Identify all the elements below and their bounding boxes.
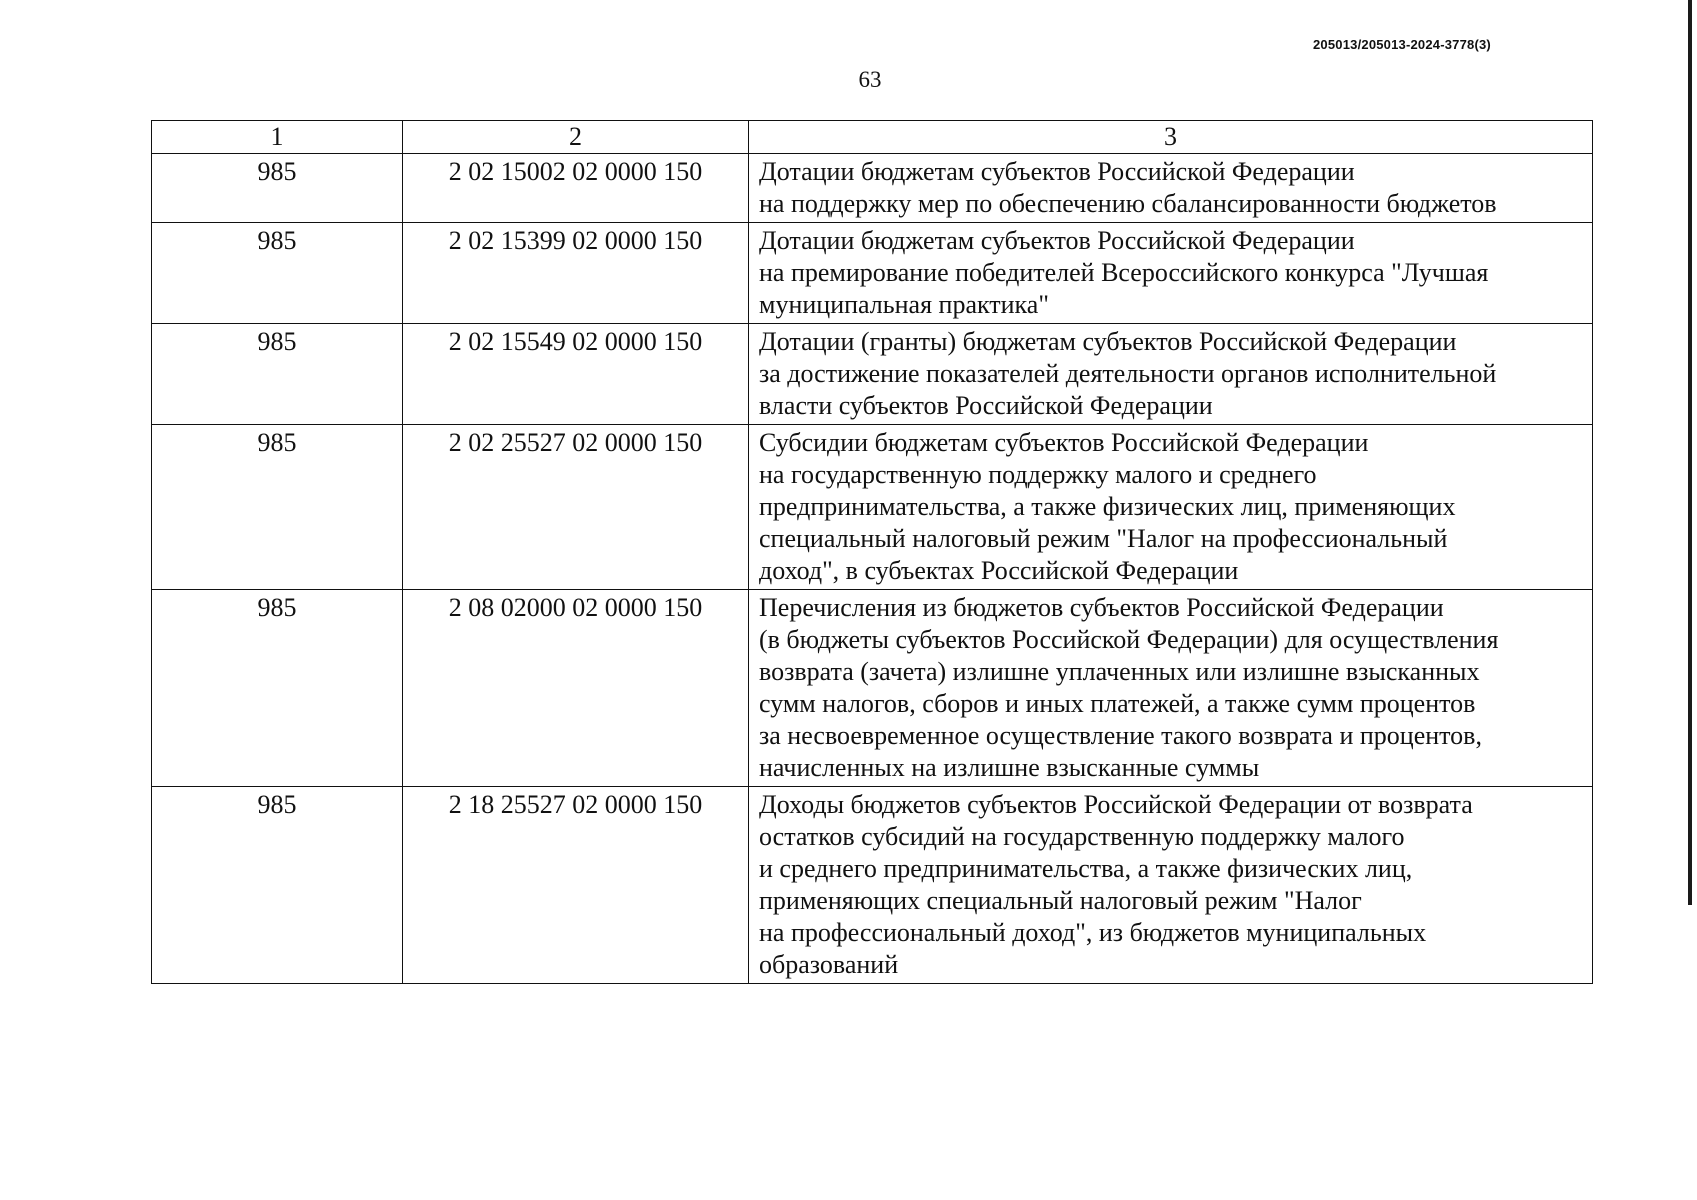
column-header-3: 3 <box>749 121 1593 154</box>
table-row <box>152 425 1593 590</box>
revenue-code-cell: 2 08 02000 02 0000 150 <box>403 590 749 787</box>
chapter-code-cell: 985 <box>152 590 403 787</box>
revenue-name-line: специальный налоговый режим "Налог на профессиональный <box>759 524 1448 553</box>
column-header-2: 2 <box>403 121 749 154</box>
revenue-name-line: власти субъектов Российской Федерации <box>759 391 1213 420</box>
revenue-name-line: начисленных на излишне взысканные суммы <box>759 753 1260 782</box>
revenue-name-line: Доходы бюджетов субъектов Российской Федерации от возврата <box>759 790 1473 819</box>
revenue-name-cell <box>749 787 1593 984</box>
chapter-code-cell: 985 <box>152 425 403 590</box>
chapter-code-cell: 985 <box>152 154 403 223</box>
revenue-name-line: (в бюджеты субъектов Российской Федерации) для осуществления <box>759 625 1499 654</box>
revenue-name-line: применяющих специальный налоговый режим "Налог <box>759 886 1362 915</box>
revenue-name-line: на профессиональный доход", из бюджетов муниципальных <box>759 918 1427 947</box>
table-row <box>152 590 1593 787</box>
revenue-code-cell: 2 02 15549 02 0000 150 <box>403 324 749 425</box>
revenue-name-line: Перечисления из бюджетов субъектов Российской Федерации <box>759 593 1444 622</box>
revenue-name-cell <box>749 425 1593 590</box>
page-edge-shadow <box>1688 0 1692 905</box>
revenue-name-cell <box>749 324 1593 425</box>
revenue-code-cell: 2 18 25527 02 0000 150 <box>403 787 749 984</box>
table-header-row <box>152 121 1593 154</box>
revenue-name-line: доход", в субъектах Российской Федерации <box>759 556 1239 585</box>
revenue-code-cell: 2 02 25527 02 0000 150 <box>403 425 749 590</box>
table-row <box>152 787 1593 984</box>
page-number: 63 <box>858 67 882 92</box>
table-row <box>152 154 1593 223</box>
revenue-name-line: Дотации (гранты) бюджетам субъектов Российской Федерации <box>759 327 1457 356</box>
budget-codes-table <box>151 120 1593 984</box>
revenue-name-line: Дотации бюджетам субъектов Российской Федерации <box>759 157 1355 186</box>
table-row <box>152 324 1593 425</box>
chapter-code-cell: 985 <box>152 223 403 324</box>
revenue-name-line: возврата (зачета) излишне уплаченных или излишне взысканных <box>759 657 1480 686</box>
revenue-name-line: Субсидии бюджетам субъектов Российской Федерации <box>759 428 1369 457</box>
chapter-code-cell: 985 <box>152 324 403 425</box>
column-header-1: 1 <box>152 121 403 154</box>
revenue-name-line: сумм налогов, сборов и иных платежей, а также сумм процентов <box>759 689 1476 718</box>
revenue-name-cell <box>749 223 1593 324</box>
revenue-name-line: за несвоевременное осуществление такого возврата и процентов, <box>759 721 1482 750</box>
revenue-name-line: на государственную поддержку малого и среднего <box>759 460 1317 489</box>
revenue-code-cell: 2 02 15399 02 0000 150 <box>403 223 749 324</box>
revenue-name-line: за достижение показателей деятельности органов исполнительной <box>759 359 1497 388</box>
revenue-name-cell <box>749 590 1593 787</box>
revenue-name-line: на премирование победителей Всероссийского конкурса "Лучшая <box>759 258 1489 287</box>
document-reference-number: 205013/205013-2024-3778(3) <box>1313 37 1491 52</box>
revenue-name-line: муниципальная практика" <box>759 290 1049 319</box>
revenue-name-line: предпринимательства, а также физических лиц, применяющих <box>759 492 1456 521</box>
revenue-name-line: остатков субсидий на государственную поддержку малого <box>759 822 1405 851</box>
table-body <box>152 154 1593 984</box>
revenue-name-cell <box>749 154 1593 223</box>
revenue-code-cell: 2 02 15002 02 0000 150 <box>403 154 749 223</box>
revenue-name-line: Дотации бюджетам субъектов Российской Федерации <box>759 226 1355 255</box>
chapter-code-cell: 985 <box>152 787 403 984</box>
revenue-name-line: образований <box>759 950 899 979</box>
table-row <box>152 223 1593 324</box>
revenue-name-line: на поддержку мер по обеспечению сбалансированности бюджетов <box>759 189 1497 218</box>
revenue-name-line: и среднего предпринимательства, а также физических лиц, <box>759 854 1413 883</box>
